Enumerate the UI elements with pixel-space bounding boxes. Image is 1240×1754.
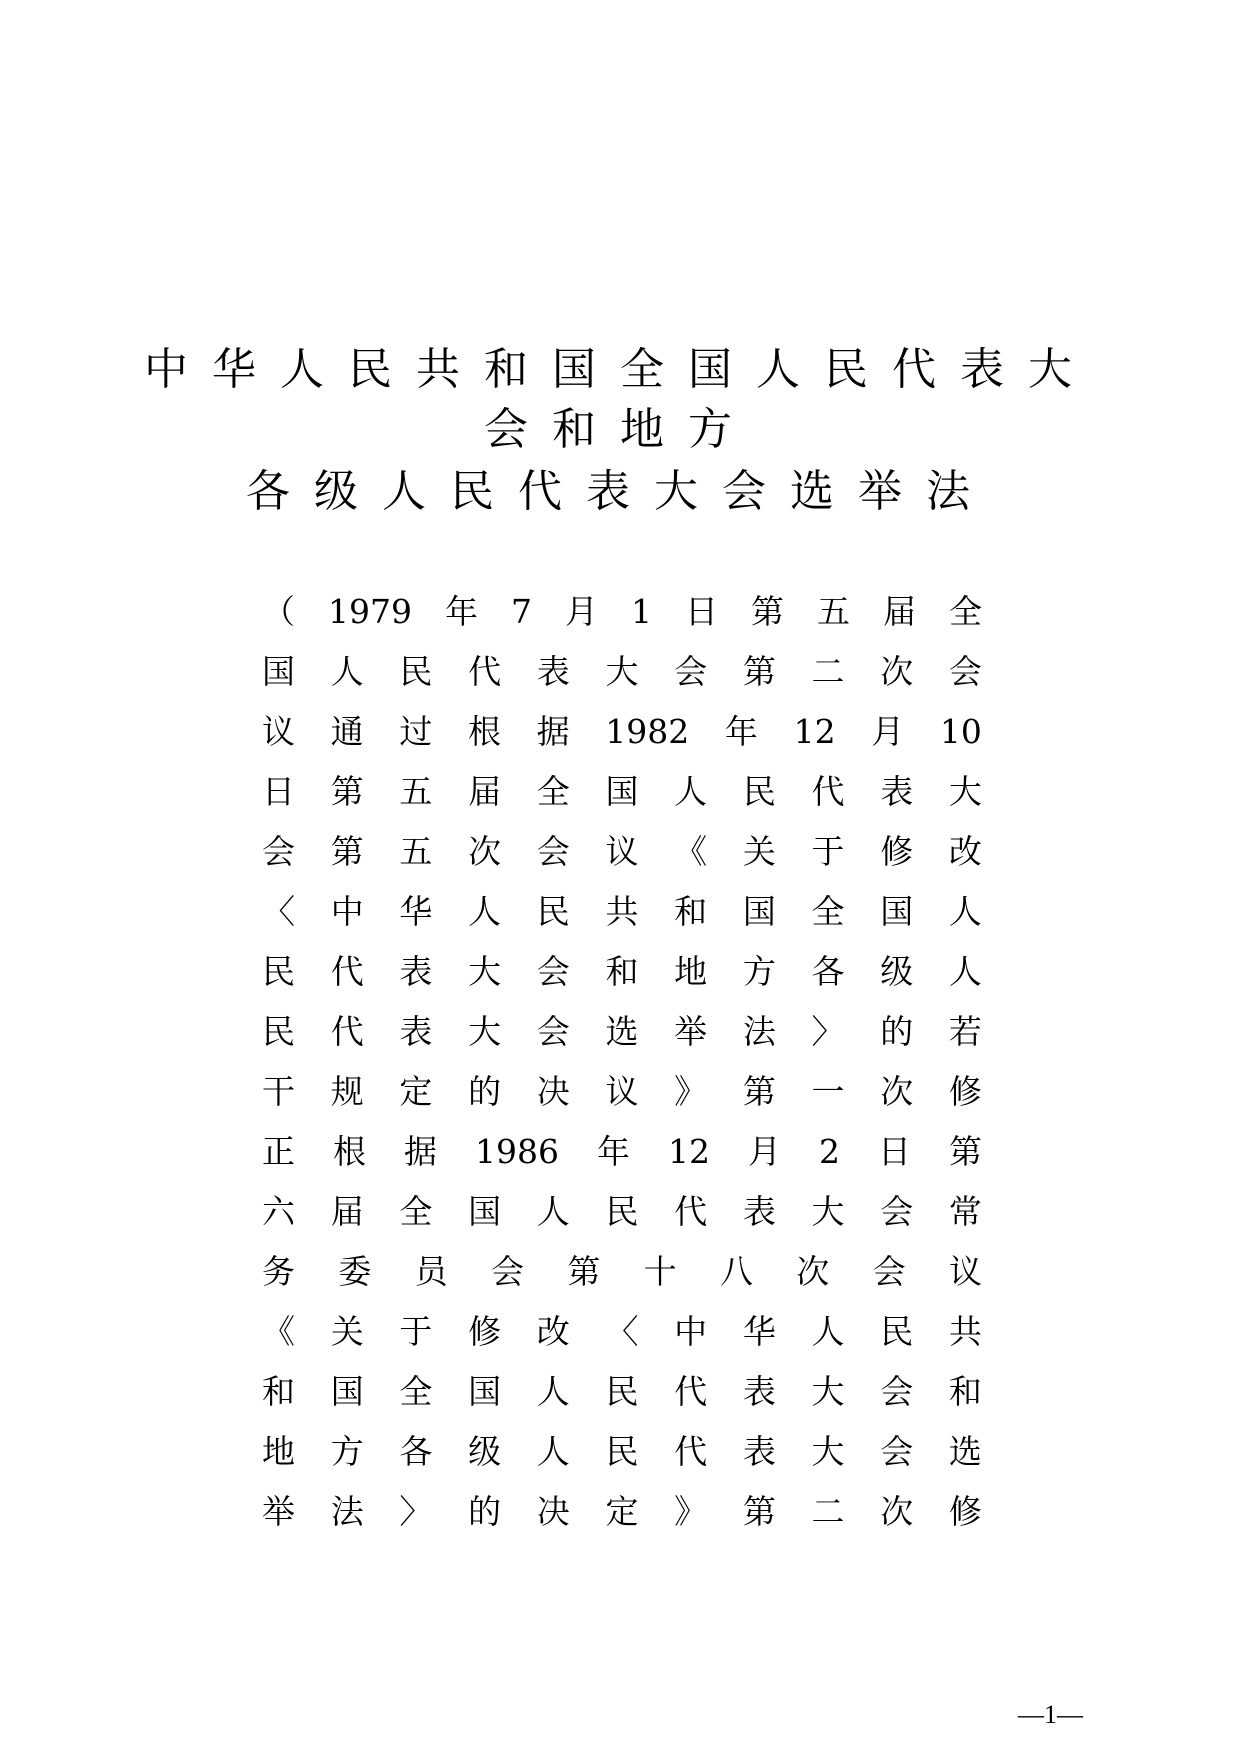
note-token: 一 [811,1072,845,1111]
note-token: 六 [262,1192,295,1231]
note-token: 会 [880,1192,914,1231]
note-token: 于 [811,832,845,871]
note-token: 会 [880,1372,914,1411]
note-token: 人 [536,1432,570,1471]
note-token: 人 [948,892,982,931]
note-token: 改 [536,1312,570,1351]
note-token: 表 [880,772,914,811]
note-token: 大 [811,1192,845,1231]
note-token: 《 [262,1312,295,1351]
note-token: 1986 [475,1132,559,1171]
note-token: 修 [948,1072,982,1111]
note-token: 表 [399,952,433,991]
note-token: 方 [742,952,776,991]
note-token: 定 [605,1492,639,1531]
note-token: 表 [536,652,570,691]
note-token: 1979 [328,592,412,631]
note-token: 会 [536,952,570,991]
note-token: 10 [939,712,982,751]
note-token: 民 [536,892,570,931]
note-token: 地 [262,1432,295,1471]
note-token: 1982 [605,712,690,751]
note-token: 1 [630,592,652,631]
note-line-9 [262,1062,982,1122]
note-token: 会 [536,1012,570,1051]
note-token: 规 [330,1072,364,1111]
note-token: 第 [742,1072,776,1111]
note-token: 过 [399,712,433,751]
note-token: 第 [330,772,364,811]
note-token: 大 [811,1432,845,1471]
note-token: 中 [674,1312,708,1351]
note-token: 法 [742,1012,776,1051]
note-token: 修 [468,1312,502,1351]
title-line-3: 各级人民代表大会选举法 [246,466,994,517]
note-token: 全 [811,892,845,931]
note-token: 全 [536,772,570,811]
note-token: 》 [674,1492,708,1531]
note-token: 决 [536,1072,570,1111]
note-token: 人 [948,952,982,991]
note-token: 的 [880,1012,914,1051]
note-line-13 [262,1302,982,1362]
note-token: 月 [871,712,905,751]
note-token: 民 [605,1372,639,1411]
note-token: 大 [948,772,982,811]
note-token: 会 [490,1252,524,1291]
note-token: 会 [674,652,708,691]
note-token: 表 [399,1012,433,1051]
note-token: 国 [742,892,776,931]
note-token: 次 [880,1072,914,1111]
note-token: 全 [399,1372,433,1411]
note-token: 共 [948,1312,982,1351]
note-token: 人 [468,892,502,931]
note-token: 议 [948,1252,982,1291]
note-token: 员 [414,1252,448,1291]
note-token: 〉 [399,1492,433,1531]
note-line-7 [262,942,982,1002]
note-token: 〈 [605,1312,639,1351]
note-token: 次 [796,1252,830,1291]
note-token: 第 [948,1132,982,1171]
note-token: 改 [948,832,982,871]
note-token: 表 [742,1432,776,1471]
note-token: 民 [880,1312,914,1351]
note-line-16 [262,1482,982,1542]
note-line-2 [262,642,982,702]
note-token: 的 [468,1072,502,1111]
note-token: 委 [338,1252,372,1291]
note-token: 国 [605,772,639,811]
note-token: 和 [262,1372,295,1411]
note-token: 次 [468,832,502,871]
note-token: 代 [330,1012,364,1051]
note-line-14 [262,1362,982,1422]
note-token: 会 [948,652,982,691]
note-token: 共 [605,892,639,931]
note-token: 次 [880,1492,914,1531]
note-token: 民 [742,772,776,811]
note-token: 民 [262,1012,295,1051]
note-line-5 [262,822,982,882]
note-token: 国 [880,892,914,931]
note-token: 举 [674,1012,708,1051]
note-token: 议 [605,832,639,871]
note-token: 举 [262,1492,295,1531]
note-token: 五 [399,772,433,811]
note-token: 二 [811,1492,845,1531]
note-token: 国 [468,1372,502,1411]
note-token: 代 [330,952,364,991]
note-token: 全 [399,1192,433,1231]
note-token: 〉 [811,1012,845,1051]
note-token: 十 [643,1252,677,1291]
note-line-3 [262,702,982,762]
note-token: 关 [330,1312,364,1351]
note-token: 第 [742,1492,776,1531]
note-token: 的 [468,1492,502,1531]
note-token: 人 [536,1372,570,1411]
note-line-1 [262,582,982,642]
note-line-12 [262,1242,982,1302]
note-token: 国 [330,1372,364,1411]
note-token: 级 [880,952,914,991]
note-token: 和 [674,892,708,931]
note-token: 年 [724,712,758,751]
note-token: 大 [468,1012,502,1051]
note-token: 据 [404,1132,437,1171]
note-token: 人 [536,1192,570,1231]
note-token: 会 [872,1252,906,1291]
note-token: 决 [536,1492,570,1531]
note-token: 定 [399,1072,433,1111]
note-line-8 [262,1002,982,1062]
note-token: 第 [742,652,776,691]
note-token: 代 [674,1192,708,1231]
note-token: 级 [468,1432,502,1471]
note-token: 大 [468,952,502,991]
note-token: 五 [816,592,850,631]
note-token: 会 [536,832,570,871]
note-token: 和 [948,1372,982,1411]
note-line-11 [262,1182,982,1242]
note-token: 常 [948,1192,982,1231]
note-token: 中 [330,892,364,931]
note-token: 人 [811,1312,845,1351]
note-token: 《 [674,832,708,871]
note-token: 全 [948,592,982,631]
note-token: 二 [811,652,845,691]
note-token: 关 [742,832,776,871]
title-line-1: 中华人民共和国全国人民代表大 [144,344,1096,395]
note-token: 八 [719,1252,753,1291]
note-token: 据 [536,712,570,751]
note-token: 修 [880,832,914,871]
note-token: 务 [262,1252,295,1291]
note-token: 各 [399,1432,433,1471]
note-token: 地 [674,952,708,991]
note-line-6 [262,882,982,942]
note-token: 届 [468,772,502,811]
note-token: 届 [882,592,916,631]
note-token: 和 [605,952,639,991]
note-token: 五 [399,832,433,871]
note-token: （ [262,592,295,631]
note-token: 根 [333,1132,366,1171]
note-token: 表 [742,1372,776,1411]
note-line-10 [262,1122,982,1182]
title-line-2: 会和地方 [484,404,756,455]
note-token: 于 [399,1312,433,1351]
note-token: 表 [742,1192,776,1231]
note-token: 大 [811,1372,845,1411]
note-token: 12 [667,1132,710,1171]
note-token: 选 [948,1432,982,1471]
note-token: 第 [330,832,364,871]
note-token: 第 [567,1252,601,1291]
note-token: 根 [467,712,501,751]
note-token: 会 [880,1432,914,1471]
note-token: 大 [605,652,639,691]
page-number: —1— [1018,1700,1083,1729]
note-token: 日 [684,592,718,631]
note-token: 代 [674,1432,708,1471]
note-token: 议 [605,1072,639,1111]
note-token: 第 [750,592,784,631]
note-token: 2 [818,1132,840,1171]
note-line-4 [262,762,982,822]
note-token: 选 [605,1012,639,1051]
note-token: 华 [742,1312,776,1351]
note-token: 代 [811,772,845,811]
note-token: 日 [262,772,295,811]
note-line-15 [262,1422,982,1482]
note-token: 〈 [262,892,295,931]
note-token: 年 [596,1132,630,1171]
note-token: 正 [262,1132,295,1171]
note-token: 民 [605,1192,639,1231]
note-token: 代 [468,652,502,691]
note-token: 国 [468,1192,502,1231]
note-token: 方 [330,1432,364,1471]
note-token: 7 [510,592,532,631]
note-token: 》 [674,1072,708,1111]
note-token: 日 [877,1132,911,1171]
note-token: 议 [262,712,295,751]
note-token: 月 [747,1132,781,1171]
note-token: 各 [811,952,845,991]
note-token: 代 [674,1372,708,1411]
note-token: 月 [564,592,598,631]
note-token: 民 [399,652,433,691]
note-token: 民 [605,1432,639,1471]
note-token: 国 [262,652,295,691]
note-token: 华 [399,892,433,931]
note-token: 届 [330,1192,364,1231]
note-token: 修 [948,1492,982,1531]
note-token: 人 [330,652,364,691]
note-token: 通 [330,712,364,751]
note-token: 民 [262,952,295,991]
note-token: 会 [262,832,295,871]
note-token: 12 [793,712,836,751]
note-token: 若 [948,1012,982,1051]
note-token: 法 [330,1492,364,1531]
note-token: 干 [262,1072,295,1111]
note-token: 人 [674,772,708,811]
note-token: 年 [444,592,478,631]
note-token: 次 [880,652,914,691]
